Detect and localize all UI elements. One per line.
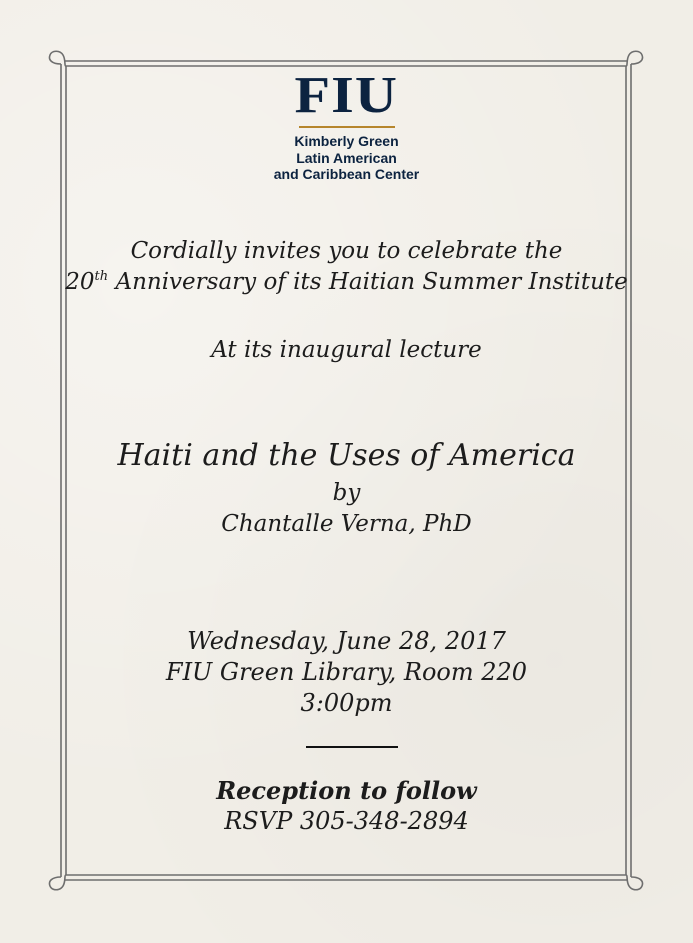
reception-note — [60, 775, 633, 806]
rsvp-text: RSVP 305-348-2894 — [224, 807, 469, 835]
section-divider — [306, 746, 398, 748]
event-date: Wednesday, June 28, 2017 — [187, 627, 506, 655]
anniversary-number: 20 — [65, 269, 95, 295]
event-time: 3:00pm — [300, 689, 393, 717]
center-name-line-3: and Caribbean Center — [273, 166, 420, 182]
talk-by-text: by — [332, 480, 361, 506]
event-location: FIU Green Library, Room 220 — [165, 658, 528, 686]
talk-title-text: Haiti and the Uses of America — [117, 438, 576, 473]
rsvp-line — [60, 806, 633, 837]
center-name-line-1: Kimberly Green — [294, 133, 399, 149]
center-name — [0, 133, 693, 183]
lecture-intro — [60, 335, 633, 366]
lecture-intro-text: At its inaugural lecture — [211, 337, 482, 363]
center-name-line-2: Latin American — [296, 149, 397, 166]
invitation-text — [60, 236, 633, 298]
logo-gold-rule — [299, 126, 395, 128]
talk-title — [60, 437, 633, 475]
event-details — [60, 626, 633, 719]
fiu-logo-mark: FIU — [294, 67, 399, 124]
anniversary-suffix: th — [94, 269, 109, 284]
talk-by — [60, 478, 633, 509]
speaker-name — [60, 509, 633, 540]
reception-text: Reception to follow — [216, 776, 477, 805]
fiu-center-logo — [0, 67, 693, 183]
speaker-name-text: Chantalle Verna, PhD — [221, 511, 472, 537]
anniversary-rest: Anniversary of its Haitian Summer Institute — [108, 269, 628, 295]
invitation-line-1: Cordially invites you to celebrate the — [130, 238, 563, 264]
invitation-line-2 — [60, 267, 633, 298]
